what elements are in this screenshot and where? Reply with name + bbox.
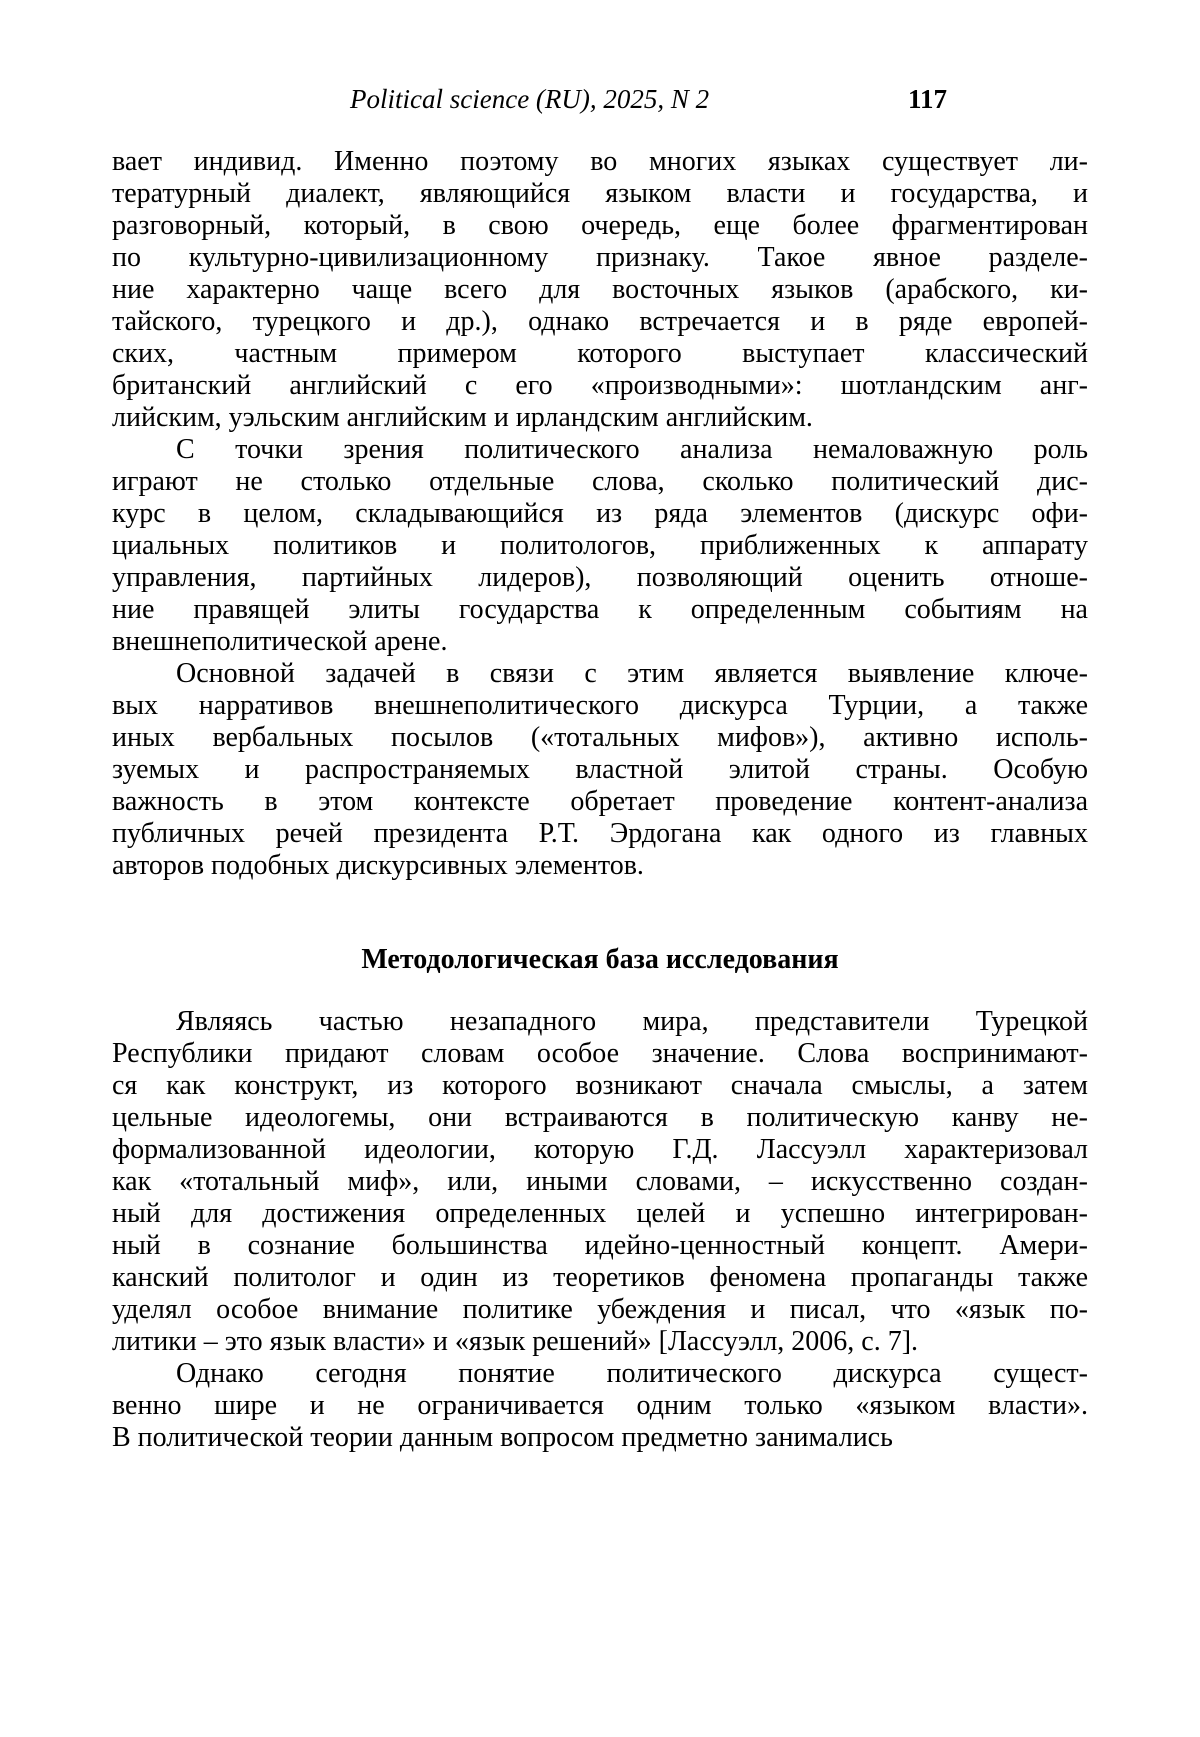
text-line: Основной задачей в связи с этим является выявление ключе-	[176, 658, 1088, 689]
text-line: Республики придают словам особое значение. Слова воспринимают-	[112, 1038, 1088, 1069]
text-line: канский политолог и один из теоретиков феномена пропаганды также	[112, 1262, 1088, 1293]
text-line: С точки зрения политического анализа немаловажную роль	[176, 434, 1088, 465]
text-line: вых нарративов внешнеполитического дискурса Турции, а также	[112, 690, 1088, 721]
text-line: литики – это язык власти» и «язык решений» [Лассуэлл, 2006, с. 7].	[112, 1326, 919, 1357]
text-line: ских, частным примером которого выступает классический	[112, 338, 1088, 369]
text-line: лийским, уэльским английским и ирландским английским.	[112, 402, 813, 433]
text-line: зуемых и распространяемых властной элитой страны. Особую	[112, 754, 1088, 785]
running-header	[0, 82, 1200, 116]
paragraph	[112, 146, 1088, 434]
text-line: ный в сознание большинства идейно-ценностный концепт. Амери-	[112, 1230, 1088, 1261]
text-line: формализованной идеологии, которую Г.Д. Лассуэлл характеризовал	[112, 1134, 1088, 1165]
text-line: важность в этом контексте обретает проведение контент-анализа	[112, 786, 1088, 817]
text-line: по культурно-цивилизационному признаку. Такое явное разделе-	[112, 242, 1088, 273]
text-line: авторов подобных дискурсивных элементов.	[112, 850, 644, 881]
text-line: ный для достижения определенных целей и успешно интегрирован-	[112, 1198, 1088, 1229]
text-line: уделял особое внимание политике убеждения и писал, что «язык по-	[112, 1294, 1088, 1325]
text-line: тайского, турецкого и др.), однако встречается и в ряде европей-	[112, 306, 1088, 337]
text-line: циальных политиков и политологов, приближенных к аппарату	[112, 530, 1088, 561]
text-line: играют не столько отдельные слова, сколько политический дис-	[112, 466, 1088, 497]
page-number: 117	[908, 84, 948, 114]
paragraph	[112, 434, 1088, 658]
journal-title: Political science (RU), 2025, N 2	[350, 84, 710, 114]
section-heading: Методологическая база исследования	[361, 944, 839, 975]
text-line: внешнеполитической арене.	[112, 626, 448, 657]
text-line: тературный диалект, являющийся языком власти и государства, и	[112, 178, 1088, 209]
text-line: разговорный, который, в свою очередь, еще более фрагментирован	[112, 210, 1088, 241]
text-line: британский английский с его «производными»: шотландским анг-	[112, 370, 1088, 401]
paragraph	[112, 1006, 1088, 1358]
text-line: ние характерно чаще всего для восточных языков (арабского, ки-	[112, 274, 1088, 305]
text-line: Являясь частью незападного мира, представители Турецкой	[176, 1006, 1088, 1037]
text-line: ние правящей элиты государства к определенным событиям на	[112, 594, 1088, 625]
text-line: цельные идеологемы, они встраиваются в политическую канву не-	[112, 1102, 1088, 1133]
text-line: иных вербальных посылов («тотальных мифов»), активно исполь-	[112, 722, 1088, 753]
text-line: Однако сегодня понятие политического дискурса сущест-	[176, 1358, 1088, 1389]
text-line: публичных речей президента Р.Т. Эрдогана как одного из главных	[112, 818, 1088, 849]
text-line: как «тотальный миф», или, иными словами, – искусственно создан-	[112, 1166, 1088, 1197]
text-line: ся как конструкт, из которого возникают сначала смыслы, а затем	[112, 1070, 1088, 1101]
text-line: вает индивид. Именно поэтому во многих языках существует ли-	[112, 146, 1088, 177]
paragraph	[112, 1358, 1088, 1454]
text-line: курс в целом, складывающийся из ряда элементов (дискурс офи-	[112, 498, 1088, 529]
page-body	[112, 146, 1088, 1454]
paragraph	[112, 658, 1088, 882]
text-line: венно шире и не ограничивается одним только «языком власти».	[112, 1390, 1088, 1421]
text-line: управления, партийных лидеров), позволяющий оценить отноше-	[112, 562, 1088, 593]
text-line: В политической теории данным вопросом предметно занимались	[112, 1422, 893, 1453]
